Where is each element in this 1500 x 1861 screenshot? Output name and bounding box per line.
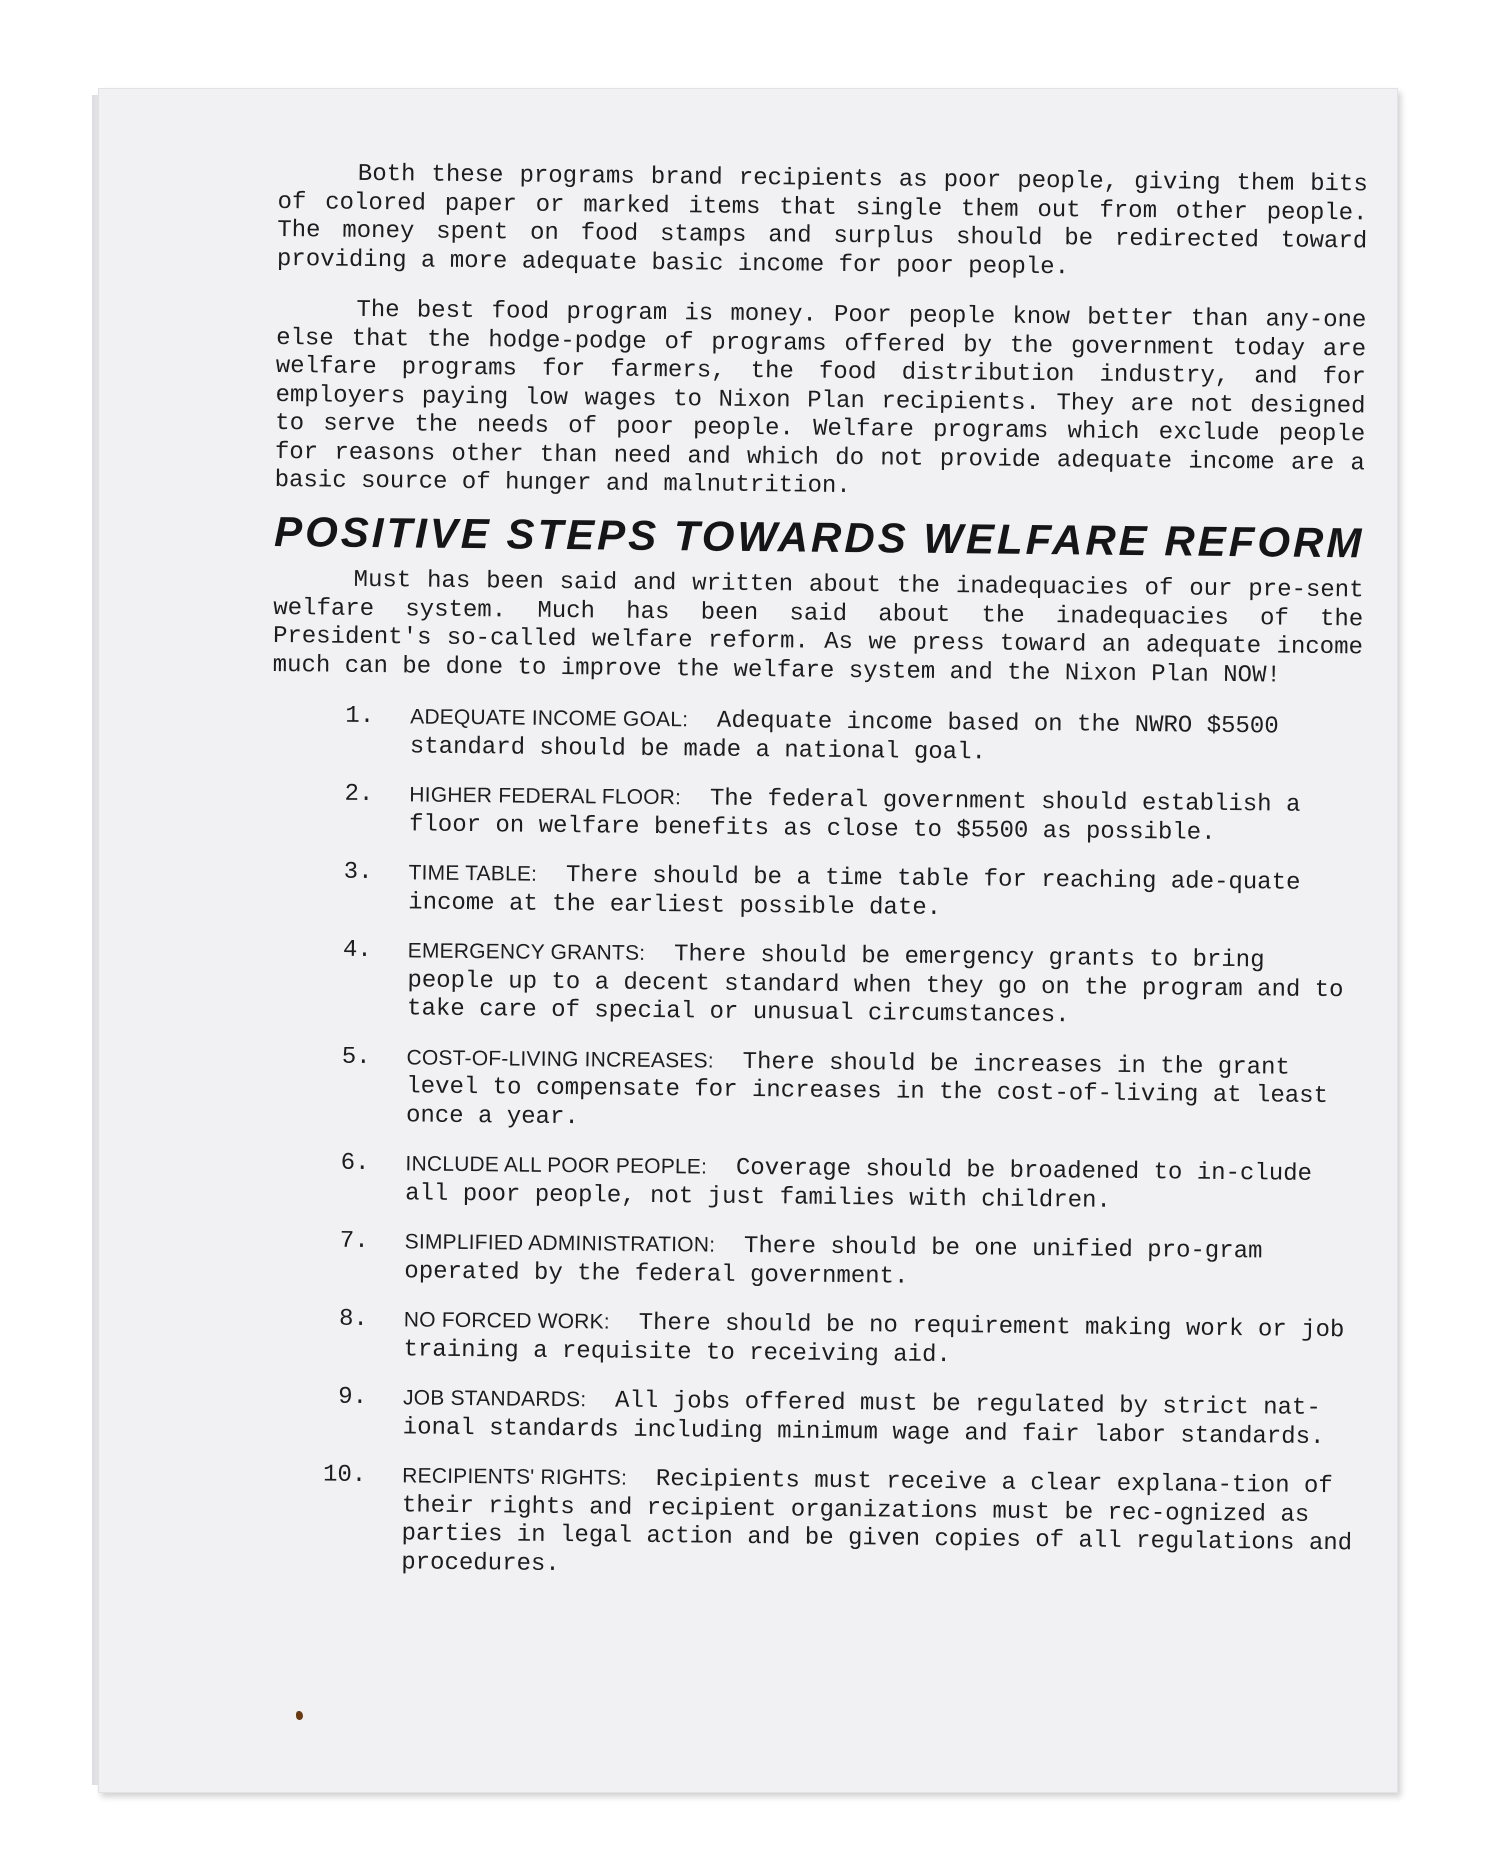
step-title: JOB STANDARDS: bbox=[402, 1386, 587, 1412]
step-number: 8. bbox=[338, 1305, 369, 1334]
step-body bbox=[410, 703, 1363, 771]
step-body bbox=[409, 781, 1362, 849]
step-text: The federal government should establish a floor on welfare benefits as close to $5500 as possible. bbox=[408, 785, 1301, 847]
list-item bbox=[268, 1042, 1359, 1140]
document-page bbox=[98, 88, 1398, 1793]
step-title: EMERGENCY GRANTS: bbox=[407, 939, 646, 965]
step-title: ADEQUATE INCOME GOAL: bbox=[410, 705, 689, 732]
list-item bbox=[267, 1149, 1358, 1218]
step-body bbox=[408, 859, 1361, 927]
step-body bbox=[407, 937, 1360, 1033]
document-content bbox=[263, 160, 1368, 1607]
paragraph-food-programs: Both these programs brand recipients as poor people, giving them bits of colored paper or marked items that single them out from other people. The money spent on food stamps and surplus should be redirected toward providing a more adequate basic income for poor people. bbox=[276, 160, 1368, 281]
step-title: TIME TABLE: bbox=[408, 861, 538, 886]
step-body bbox=[404, 1228, 1357, 1296]
step-number: 1. bbox=[345, 702, 375, 731]
step-body bbox=[403, 1306, 1356, 1374]
steps-list bbox=[263, 702, 1362, 1587]
step-text: Adequate income based on the NWRO $5500 standard should be made a national goal. bbox=[409, 707, 1279, 766]
list-item bbox=[270, 858, 1361, 927]
step-text: Recipients must receive a clear explana-tion of their rights and recipient organizations must be rec-ognized as parties in legal action and be given copies of all regulations and procedures. bbox=[401, 1466, 1353, 1578]
step-title: NO FORCED WORK: bbox=[403, 1308, 610, 1334]
step-title: INCLUDE ALL POOR PEOPLE: bbox=[405, 1152, 708, 1179]
step-body bbox=[405, 1150, 1358, 1218]
step-body bbox=[403, 1384, 1356, 1452]
step-body bbox=[401, 1462, 1354, 1587]
step-number: 2. bbox=[344, 780, 374, 809]
step-number: 3. bbox=[343, 858, 373, 887]
list-item bbox=[266, 1227, 1357, 1296]
list-item bbox=[272, 702, 1363, 771]
step-text: There should be no requirement making work or job training a requisite to receiving aid. bbox=[403, 1309, 1345, 1369]
list-item bbox=[269, 936, 1360, 1034]
ink-spot bbox=[296, 1711, 303, 1720]
section-heading: POSITIVE STEPS TOWARDS WELFARE REFORM bbox=[273, 507, 1365, 566]
step-title: RECIPIENTS' RIGHTS: bbox=[402, 1464, 628, 1490]
step-title: HIGHER FEDERAL FLOOR: bbox=[409, 783, 682, 810]
step-text: There should be one unified pro-gram operated by the federal government. bbox=[404, 1232, 1263, 1291]
step-text: All jobs offered must be regulated by strict nat-ional standards including minimum wage and fair labor standards. bbox=[402, 1387, 1325, 1451]
list-item bbox=[271, 780, 1362, 849]
list-item bbox=[265, 1305, 1356, 1374]
paragraph-best-food-program: The best food program is money. Poor people know better than any-one else that the hodge-podge of programs offered by the government today are welfare programs for farmers, the food distribution industry, and for employers paying low wages to Nixon Plan recipients. They are not designed to serve the needs of poor people. Welfare programs which exclude people for reasons other than need and which do not provide adequate income are a basic source of hunger and malnutrition. bbox=[274, 296, 1367, 501]
list-item bbox=[263, 1461, 1354, 1587]
step-number: 9. bbox=[338, 1383, 368, 1411]
step-title: SIMPLIFIED ADMINISTRATION: bbox=[404, 1230, 716, 1257]
step-body bbox=[406, 1044, 1359, 1140]
paragraph-intro: Must has been said and written about the inadequacies of our pre-sent welfare system. Much has been said about the inadequacies of the President's so-called welfare reform. As we press toward an adequate income much can be done to improve the welfare system and the Nixon Plan NOW! bbox=[272, 566, 1364, 690]
step-number: 10. bbox=[322, 1461, 367, 1489]
step-number: 7. bbox=[339, 1227, 369, 1256]
step-text: Coverage should be broadened to in-clude all poor people, not just families with children. bbox=[405, 1154, 1313, 1215]
list-item bbox=[265, 1383, 1356, 1452]
step-text: There should be increases in the grant level to compensate for increases in the cost-of-living at least once a year. bbox=[405, 1048, 1329, 1131]
step-number: 4. bbox=[342, 936, 372, 965]
step-text: There should be emergency grants to bring people up to a decent standard when they go on the program and to take care of special or unusual circumstances. bbox=[406, 941, 1344, 1030]
step-number: 5. bbox=[341, 1043, 371, 1071]
step-text: There should be a time table for reaching ade-quate income at the earliest possible date. bbox=[408, 862, 1301, 922]
step-title: COST-OF-LIVING INCREASES: bbox=[406, 1045, 714, 1073]
step-number: 6. bbox=[340, 1149, 370, 1178]
